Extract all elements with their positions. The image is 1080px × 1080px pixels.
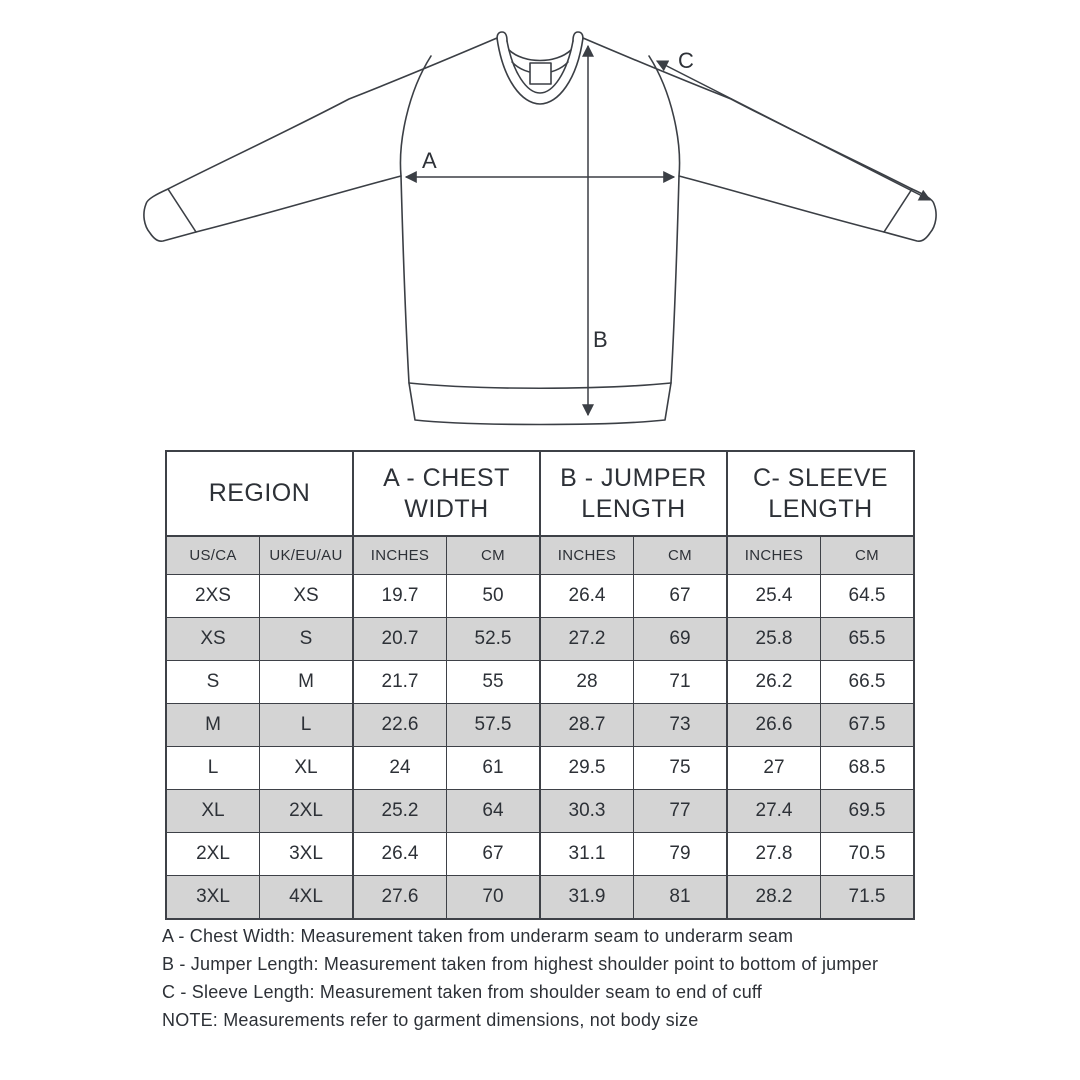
label-chest-width: A bbox=[422, 148, 437, 173]
table-row bbox=[166, 704, 914, 747]
table-cell: 75 bbox=[634, 747, 728, 790]
table-cell: 27.2 bbox=[540, 618, 634, 661]
table-row bbox=[166, 833, 914, 876]
hem-seam-line bbox=[409, 383, 671, 388]
subheader-chest-cm: CM bbox=[447, 536, 541, 575]
table-cell: S bbox=[260, 618, 354, 661]
size-chart-table bbox=[165, 450, 915, 920]
column-group-sleeve-length bbox=[727, 451, 914, 536]
table-cell: 73 bbox=[634, 704, 728, 747]
sweater-body-outline bbox=[144, 38, 936, 425]
table-cell: 2XS bbox=[166, 575, 260, 618]
table-cell: S bbox=[166, 661, 260, 704]
table-cell: L bbox=[260, 704, 354, 747]
size-table-body bbox=[166, 575, 914, 920]
table-cell: 27.8 bbox=[727, 833, 821, 876]
table-cell: 71.5 bbox=[821, 876, 915, 920]
subheader-sleeve-inches: INCHES bbox=[727, 536, 821, 575]
group-label-line1: REGION bbox=[208, 479, 311, 507]
table-row bbox=[166, 747, 914, 790]
subheader-sleeve-cm: CM bbox=[821, 536, 915, 575]
table-cell: 57.5 bbox=[447, 704, 541, 747]
note-chest-width: A - Chest Width: Measurement taken from underarm seam to underarm seam bbox=[162, 926, 794, 946]
table-group-header-row bbox=[166, 451, 914, 536]
table-cell: 26.4 bbox=[540, 575, 634, 618]
note-garment-dimensions: NOTE: Measurements refer to garment dimensions, not body size bbox=[162, 1010, 699, 1030]
table-cell: 28.7 bbox=[540, 704, 634, 747]
table-cell: XS bbox=[260, 575, 354, 618]
table-cell: 65.5 bbox=[821, 618, 915, 661]
table-cell: 21.7 bbox=[353, 661, 447, 704]
table-cell: L bbox=[166, 747, 260, 790]
label-jumper-length: B bbox=[593, 327, 608, 352]
table-cell: 22.6 bbox=[353, 704, 447, 747]
table-cell: 70.5 bbox=[821, 833, 915, 876]
table-cell: 64 bbox=[447, 790, 541, 833]
table-cell: 27 bbox=[727, 747, 821, 790]
table-cell: 67 bbox=[634, 575, 728, 618]
group-label-line2: WIDTH bbox=[404, 494, 489, 523]
table-cell: 19.7 bbox=[353, 575, 447, 618]
table-cell: 69 bbox=[634, 618, 728, 661]
subheader-us-ca: US/CA bbox=[166, 536, 260, 575]
table-row bbox=[166, 876, 914, 920]
table-cell: 61 bbox=[447, 747, 541, 790]
table-cell: 26.6 bbox=[727, 704, 821, 747]
table-row bbox=[166, 661, 914, 704]
right-armhole-seam bbox=[649, 56, 680, 176]
table-cell: 25.4 bbox=[727, 575, 821, 618]
group-label-line2: LENGTH bbox=[768, 494, 873, 523]
table-cell: 29.5 bbox=[540, 747, 634, 790]
back-neck-seam-1 bbox=[509, 50, 571, 61]
measurement-notes bbox=[162, 922, 982, 1034]
table-cell: 70 bbox=[447, 876, 541, 920]
table-cell: 27.6 bbox=[353, 876, 447, 920]
table-cell: 52.5 bbox=[447, 618, 541, 661]
left-cuff-seam-line bbox=[168, 189, 196, 232]
table-cell: 69.5 bbox=[821, 790, 915, 833]
table-cell: 66.5 bbox=[821, 661, 915, 704]
table-cell: XS bbox=[166, 618, 260, 661]
note-sleeve-length: C - Sleeve Length: Measurement taken from shoulder seam to end of cuff bbox=[162, 982, 762, 1002]
table-cell: 3XL bbox=[166, 876, 260, 920]
subheader-jumper-inches: INCHES bbox=[540, 536, 634, 575]
neck-right-rib-cap bbox=[573, 32, 583, 41]
table-cell: M bbox=[166, 704, 260, 747]
table-cell: 31.9 bbox=[540, 876, 634, 920]
table-cell: 77 bbox=[634, 790, 728, 833]
table-cell: 67 bbox=[447, 833, 541, 876]
table-cell: 79 bbox=[634, 833, 728, 876]
column-group-chest-width bbox=[353, 451, 540, 536]
group-label-line2: LENGTH bbox=[581, 494, 686, 523]
table-cell: 31.1 bbox=[540, 833, 634, 876]
table-cell: 30.3 bbox=[540, 790, 634, 833]
table-cell: M bbox=[260, 661, 354, 704]
table-cell: 2XL bbox=[260, 790, 354, 833]
table-cell: 25.2 bbox=[353, 790, 447, 833]
column-group-region bbox=[166, 451, 353, 536]
subheader-jumper-cm: CM bbox=[634, 536, 728, 575]
column-group-jumper-length bbox=[540, 451, 727, 536]
right-cuff-seam-line bbox=[884, 189, 912, 232]
table-cell: 28.2 bbox=[727, 876, 821, 920]
table-row bbox=[166, 790, 914, 833]
sweater-outline-svg bbox=[0, 0, 1080, 435]
table-cell: 2XL bbox=[166, 833, 260, 876]
label-sleeve-length: C bbox=[678, 48, 694, 73]
table-cell: 81 bbox=[634, 876, 728, 920]
note-jumper-length: B - Jumper Length: Measurement taken from highest shoulder point to bottom of jumper bbox=[162, 954, 879, 974]
table-row bbox=[166, 575, 914, 618]
table-row bbox=[166, 618, 914, 661]
table-cell: 71 bbox=[634, 661, 728, 704]
table-cell: 27.4 bbox=[727, 790, 821, 833]
neck-left-rib-cap bbox=[497, 32, 507, 41]
subheader-chest-inches: INCHES bbox=[353, 536, 447, 575]
group-label-line1: A - CHEST bbox=[383, 463, 510, 492]
sleeve-length-arrow bbox=[657, 61, 930, 200]
table-cell: 68.5 bbox=[821, 747, 915, 790]
table-cell: 20.7 bbox=[353, 618, 447, 661]
group-label-line1: B - JUMPER bbox=[560, 463, 707, 492]
table-cell: 64.5 bbox=[821, 575, 915, 618]
table-subheader-row bbox=[166, 536, 914, 575]
sweater-diagram bbox=[0, 0, 1080, 435]
table-cell: 55 bbox=[447, 661, 541, 704]
table-cell: 26.4 bbox=[353, 833, 447, 876]
neck-label-tag bbox=[530, 63, 551, 84]
table-cell: 3XL bbox=[260, 833, 354, 876]
subheader-uk-eu-au: UK/EU/AU bbox=[260, 536, 354, 575]
table-cell: XL bbox=[260, 747, 354, 790]
table-cell: 26.2 bbox=[727, 661, 821, 704]
table-cell: 25.8 bbox=[727, 618, 821, 661]
table-cell: 28 bbox=[540, 661, 634, 704]
table-cell: 50 bbox=[447, 575, 541, 618]
table-cell: 4XL bbox=[260, 876, 354, 920]
table-cell: 67.5 bbox=[821, 704, 915, 747]
table-cell: XL bbox=[166, 790, 260, 833]
group-label-line1: C- SLEEVE bbox=[752, 463, 889, 492]
table-cell: 24 bbox=[353, 747, 447, 790]
